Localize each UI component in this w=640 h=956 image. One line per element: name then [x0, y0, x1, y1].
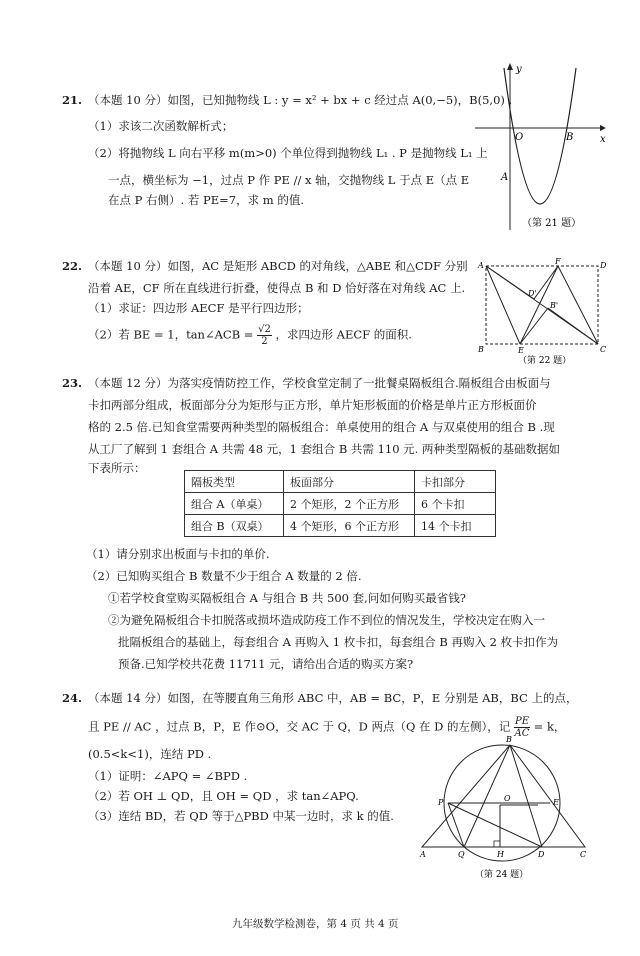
q21-caption: （第 21 题） [522, 218, 582, 229]
table-row [185, 515, 496, 537]
q21-figure [470, 60, 610, 240]
q22-part2 [88, 324, 412, 347]
q22-line1: （本题 10 分）如图，AC 是矩形 ABCD 的对角线，△ABE 和△CDF 分别 [88, 259, 468, 273]
table-header-cell: 板面部分 [284, 471, 415, 493]
q24-fraction-den: AC [514, 728, 530, 739]
q21-intro: （本题 10 分）如图，已知抛物线 L : y = x² + bx + c 经过点 A(0,−5)，B(5,0) . [88, 93, 513, 107]
q21-x-arrow [600, 125, 606, 131]
q23-part2-2-line1: ②为避免隔板组合卡扣脱落或损坏造成防疫工作不到位的情况发生，学校决定在购入一 [108, 613, 545, 627]
q24-label-p: P [438, 798, 444, 807]
q21-y-arrow [507, 63, 513, 70]
q22-label-b: B [478, 345, 484, 354]
q23-part1: （1）请分别求出板面与卡扣的单价. [86, 547, 270, 561]
q24-fraction-num: PE [514, 716, 529, 727]
q24-label-o: O [504, 794, 511, 803]
q23-line4: 从工厂了解到 1 套组合 A 共需 48 元，1 套组合 B 共需 110 元. 两种类型隔板的基础数据如 [88, 442, 560, 456]
q24-label-c: C [580, 850, 587, 859]
table-header-row [185, 471, 496, 493]
q22-fraction-num: √2 [258, 324, 271, 335]
q22-segment-cb [548, 308, 598, 344]
q22-label-dprime: D' [528, 289, 537, 298]
q24-label-h: H [497, 850, 504, 859]
q24-label-q: Q [458, 850, 465, 859]
table-cell: 组合 A（单桌） [185, 493, 284, 515]
q24-part2: （2）若 OH ⊥ QD，且 OH = QD ，求 tan∠APQ. [88, 789, 359, 803]
q21-label-a: A [501, 172, 509, 183]
q24-segment-bd [510, 745, 542, 847]
q21-part2-line3: 在点 P 右侧）. 若 PE=7，求 m 的值. [108, 193, 304, 207]
q23-line2: 卡扣两部分组成，板面部分分为矩形与正方形，单片矩形板面的价格是单片正方形板面价 [88, 398, 537, 412]
q24-label-d: D [538, 850, 545, 859]
q23-part2-1: ①若学校食堂购买隔板组合 A 与组合 B 共 500 套,问如何购买最省钱? [108, 591, 466, 605]
q21-part2-line2: 一点，横坐标为 −1，过点 P 作 PE // x 轴，交抛物线 L 于点 E（点 E [108, 173, 470, 187]
q22-caption: （第 22 题） [518, 356, 572, 366]
q23-line3: 格的 2.5 倍.已知食堂需要两种类型的隔板组合：单桌使用的组合 A 与双桌使用的组合 B .现 [88, 420, 555, 434]
q23-part2-2-line2: 批隔板组合的基础上，每套组合 A 再购入 1 枚卡扣，每套组合 B 再购入 2 枚卡扣作为 [118, 635, 559, 649]
q24-line2-post: = k， [533, 719, 566, 734]
q23-line5: 下表所示： [88, 461, 146, 475]
q21-label-b: B [566, 132, 574, 143]
q24-part1: （1）证明：∠APQ = ∠BPD . [88, 769, 248, 783]
q22-part2-post: ，求四边形 AECF 的面积. [275, 327, 412, 342]
q21-number: 21. [62, 93, 83, 107]
q23-part2-2-line3: 预备.已知学校共花费 11711 元，请给出合适的购买方案? [118, 657, 414, 671]
q23-line1: （本题 12 分）为落实疫情防控工作，学校食堂定制了一批餐桌隔板组合.隔板组合由板面与 [88, 376, 551, 390]
q22-label-e: E [518, 346, 524, 355]
q23-part2: （2）已知购买组合 B 数量不少于组合 A 数量的 2 倍. [86, 569, 362, 583]
table-cell: 2 个矩形，2 个正方形 [284, 493, 415, 515]
q22-line2: 沿着 AE，CF 所在直线进行折叠，使得点 B 和 D 恰好落在对角线 AC 上. [88, 281, 466, 295]
q24-line2-pre: 且 PE // AC ，过点 B，P，E 作⊙O，交 AC 于 Q，D 两点（Q 在 D 的左侧），记 [88, 719, 511, 734]
q22-segment-eb [520, 308, 548, 344]
table-header-cell: 卡扣部分 [415, 471, 496, 493]
q24-right-angle-mark [494, 841, 500, 847]
q21-label-y: y [516, 64, 522, 75]
table-cell: 6 个卡扣 [415, 493, 496, 515]
q24-label-e: E [553, 798, 559, 807]
q21-part1: （1）求该二次函数解析式； [88, 119, 234, 133]
q22-number: 22. [62, 259, 83, 273]
q22-part2-pre: （2）若 BE = 1，tan∠ACB = [88, 327, 254, 342]
q24-figure [420, 735, 600, 885]
q22-label-a: A [478, 261, 484, 270]
q24-label-b: B [506, 735, 512, 744]
table-header-cell: 隔板类型 [185, 471, 284, 493]
q21-label-x: x [600, 134, 606, 145]
q22-segment-fd [534, 266, 558, 299]
q24-caption: （第 24 题） [475, 870, 529, 880]
q23-number: 23. [62, 376, 83, 390]
table-cell: 4 个矩形，6 个正方形 [284, 515, 415, 537]
table-row [185, 493, 496, 515]
q21-label-o: O [515, 132, 524, 143]
q23-table [184, 470, 496, 537]
table-cell: 14 个卡扣 [415, 515, 496, 537]
q22-label-f: F [555, 257, 561, 266]
page-footer: 九年级数学检测卷，第 4 页 共 4 页 [232, 918, 399, 930]
q22-label-bprime: B' [550, 301, 559, 310]
q24-line1: （本题 14 分）如图，在等腰直角三角形 ABC 中，AB = BC，P，E 分别是 AB，BC 上的点， [88, 691, 578, 705]
q24-number: 24. [62, 691, 83, 705]
q22-fraction [257, 324, 272, 347]
q22-figure [478, 258, 608, 368]
table-cell: 组合 B（双桌） [185, 515, 284, 537]
q24-part3: （3）连结 BD，若 QD 等于△PBD 中某一边时，求 k 的值. [88, 809, 394, 823]
q24-line3: (0.5<k<1)，连结 PD . [88, 747, 212, 761]
q22-label-c: C [600, 345, 607, 354]
q21-part2-line1: （2）将抛物线 L 向右平移 m(m>0) 个单位得到抛物线 L₁ . P 是抛物线 L₁ 上 [88, 146, 488, 160]
q24-label-a: A [420, 850, 426, 859]
q22-fraction-den: 2 [261, 336, 268, 347]
q22-label-d: D [600, 261, 607, 270]
q22-part1: （1）求证：四边形 AECF 是平行四边形； [88, 301, 309, 315]
q22-segment-cf [558, 266, 598, 344]
